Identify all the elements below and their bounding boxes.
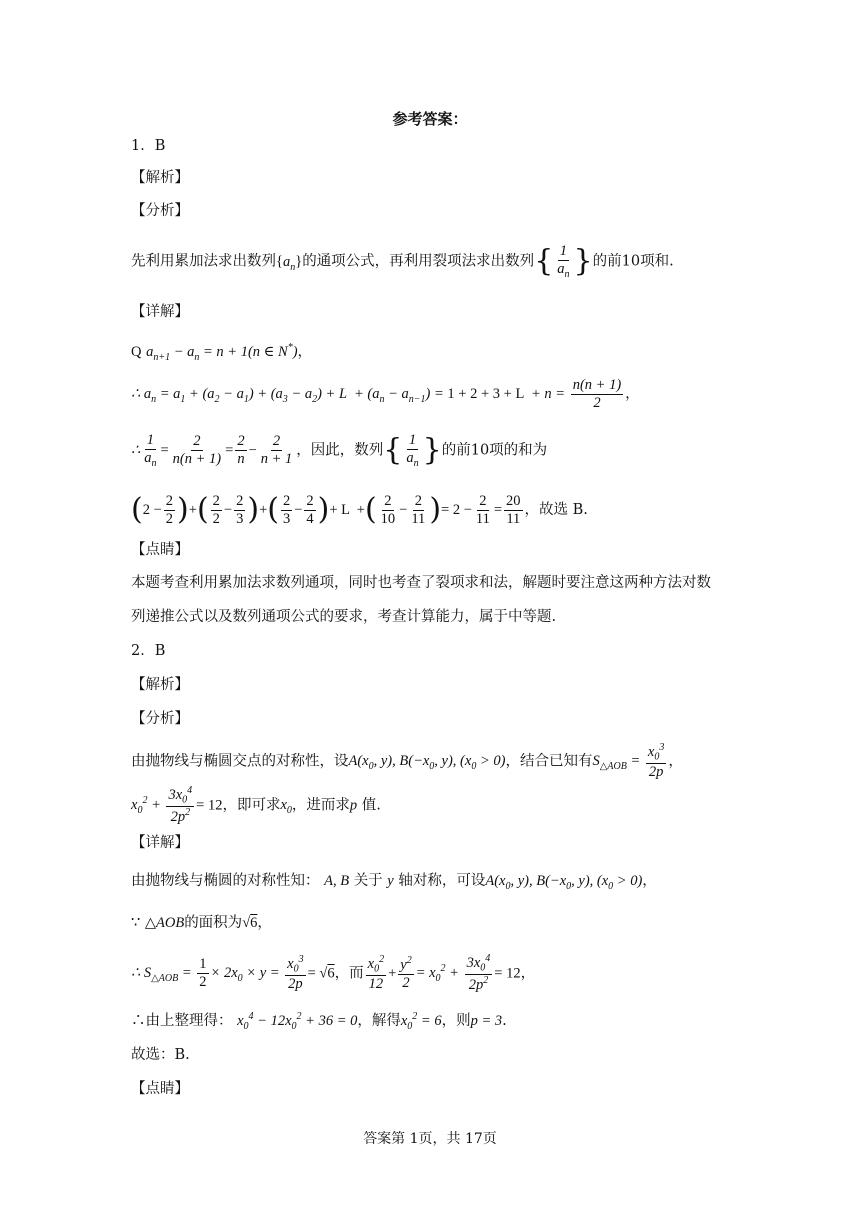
q2-dianjing-heading: 【点睛】 bbox=[131, 1081, 189, 1097]
q1-fenxi-heading: 【分析】 bbox=[131, 203, 189, 219]
q2-detail-line4: ∴由上整理得： $x_0^4 - 12x_0^2 + 36 = 0$，解得$x_0^2 = 6$，则p = 3. bbox=[131, 1011, 507, 1032]
q2-xiangjie-heading: 【详解】 bbox=[131, 835, 189, 851]
q2-jiexi-heading: 【解析】 bbox=[131, 677, 189, 693]
page-footer: 答案第 1页，共 17页 bbox=[363, 1131, 497, 1147]
q1-comment-line1: 本题考查利用累加法求数列通项，同时也考查了裂项求和法，解题时要注意这两种方法对数 bbox=[131, 575, 711, 591]
q1-analysis: 先利用累加法求出数列$\{a_n\}$的通项公式，再利用裂项法求出数列{ $\frac{1}{a_n}$ }的前10项和. bbox=[131, 243, 674, 280]
page-title: 参考答案： bbox=[392, 110, 468, 128]
q2-detail-line3: ∴ $S_{\triangle AOB}$ = $\frac{1}{2}$ × $2x_0 \times y$ = $\frac{x_0^3}{2p}$ = √6，而 $\frac{x_0^2}{12}$ + $\frac{y^2}{2}$ = $x_0^2$ + $\frac{3x_0^4}{2p^2}$ = 12， bbox=[131, 953, 536, 994]
q1-step1: Q $a_{n+1} - a_n = n + 1(n$ ∈ N*)， bbox=[131, 342, 313, 363]
q1-comment-line2: 列递推公式以及数列通项公式的要求，考查计算能力，属于中等题. bbox=[131, 609, 557, 625]
q2-conclusion: 故选：B. bbox=[131, 1047, 190, 1063]
q2-detail-line1: 由抛物线与椭圆的对称性知： A, B 关于 y 轴对称，可设$A(x_0$, y), $B(-x_0$, y), $(x_0 > 0)$， bbox=[131, 873, 657, 892]
q2-analysis-line1: 由抛物线与椭圆交点的对称性，设$A(x_0$, y), $B(-x_0$, y), $(x_0 > 0)$，结合已知有$S_{\triangle AOB}$ = $\frac{x_0^3}{2p}$ ， bbox=[131, 742, 683, 781]
q1-step4: (2 − $\frac{2}{2}$ )+( $\frac{2}{2}$ − $\frac{2}{3}$ )+( $\frac{2}{3}$ − $\frac{2}{4}$ )+ L +( $\frac{2}{10}$ − $\frac{2}{11}$ )= 2 − $\frac{2}{11}$ = $\frac{20}{11}$ ，故选 B. bbox=[131, 492, 588, 528]
q1-jiexi-heading: 【解析】 bbox=[131, 170, 189, 186]
q1-step3: ∴ $\frac{1}{a_n}$ = $\frac{2}{n(n + 1)}$ = $\frac{2}{n}$ − $\frac{2}{n + 1}$ ，因此，数列{ $\frac{1}{a_n}$ }的前10项的和为 bbox=[131, 432, 548, 469]
q2-analysis-line2: $x_0^2$ + $\frac{3x_0^4}{2p^2}$ = 12，即可求$x_0$，进而求p 值. bbox=[131, 785, 381, 826]
q1-answer: 1．B bbox=[131, 138, 166, 154]
q2-fenxi-heading: 【分析】 bbox=[131, 711, 189, 727]
q2-answer: 2．B bbox=[131, 643, 166, 659]
q1-dianjing-heading: 【点睛】 bbox=[131, 542, 189, 558]
q2-detail-line2: ∵ △AOB的面积为√6， bbox=[131, 915, 272, 931]
q1-xiangjie-heading: 【详解】 bbox=[131, 304, 189, 320]
q1-step2: ∴ $a_n = a_1 + (a_2 - a_1) + (a_3 - a_2) + L + (a_n - a_{n-1}) = 1 + 2 + 3 + L + n$ = $\frac{n(n + 1)}{2}$ ， bbox=[131, 377, 640, 411]
